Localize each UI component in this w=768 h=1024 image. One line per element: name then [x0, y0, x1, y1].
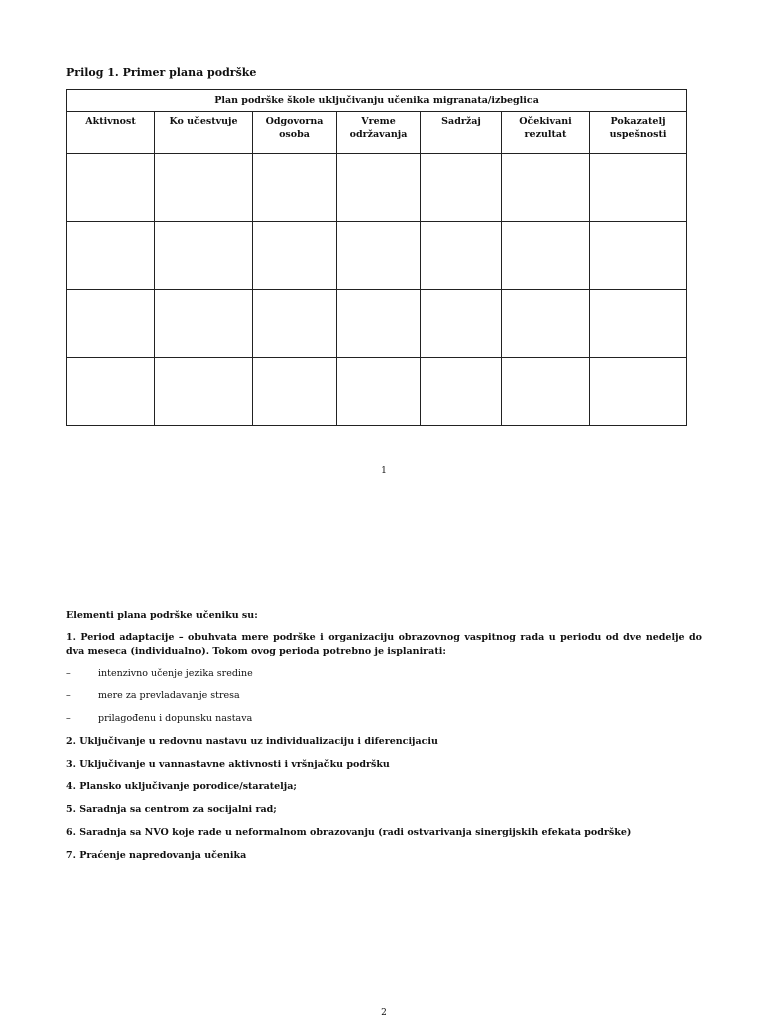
plan-element-item: 3. Uključivanje u vannastavne aktivnosti i vršnjačku podršku [66, 759, 390, 770]
column-header-activity: Aktivnost [67, 112, 155, 154]
table-cell [253, 290, 337, 358]
table-row [67, 222, 687, 290]
table-cell [155, 154, 253, 222]
plan-element-item: 2. Uključivanje u redovnu nastavu uz individualizaciju i diferencijaciu [66, 736, 438, 747]
table-cell [253, 222, 337, 290]
table-cell [421, 290, 502, 358]
column-header-expected-result: Očekivani rezultat [502, 112, 590, 154]
table-cell [337, 222, 421, 290]
plan-element-item: 7. Praćenje napredovanja učenika [66, 850, 247, 861]
table-cell [337, 358, 421, 426]
table-cell [67, 222, 155, 290]
annex-heading: Prilog 1. Primer plana podrške [66, 66, 257, 79]
table-row [67, 358, 687, 426]
page-number-1: 1 [381, 466, 387, 476]
table-cell [421, 358, 502, 426]
table-cell [253, 154, 337, 222]
column-header-participants: Ko učestvuje [155, 112, 253, 154]
table-cell [337, 154, 421, 222]
bullet-item: – intenzivno učenje jezika sredine [66, 668, 253, 679]
table-cell [253, 358, 337, 426]
table-cell [67, 154, 155, 222]
table-cell [337, 290, 421, 358]
table-cell [421, 154, 502, 222]
table-cell [155, 358, 253, 426]
table-cell [502, 290, 590, 358]
section-title: Elementi plana podrške učeniku su: [66, 610, 258, 621]
plan-element-item: 5. Saradnja sa centrom za socijalni rad; [66, 804, 277, 815]
table-cell [590, 358, 687, 426]
table-cell [502, 358, 590, 426]
bullet-item: – prilagođenu i dopunsku nastava [66, 713, 253, 724]
table-cell [67, 290, 155, 358]
table-row [67, 290, 687, 358]
column-header-success-indicator: Pokazatelj uspešnosti [590, 112, 687, 154]
bullet-item: – mere za prevladavanje stresa [66, 690, 240, 701]
table-cell [67, 358, 155, 426]
table-cell [502, 222, 590, 290]
table-row [67, 154, 687, 222]
table-cell [590, 222, 687, 290]
column-header-time: Vreme održavanja [337, 112, 421, 154]
plan-element-item: 4. Plansko uključivanje porodice/staratelja; [66, 781, 297, 792]
column-header-responsible-person: Odgovorna osoba [253, 112, 337, 154]
table-cell [155, 222, 253, 290]
column-header-content: Sadržaj [421, 112, 502, 154]
table-cell [590, 154, 687, 222]
table-cell [590, 290, 687, 358]
adaptation-period-paragraph: 1. Period adaptacije – obuhvata mere podrške i organizaciju obrazovnog vaspitnog rada u periodu od dve nedelje do dva meseca (individualno). Tokom ovog perioda potrebno je isplanirati: [66, 632, 702, 657]
page-number-2: 2 [381, 1008, 387, 1018]
table-title: Plan podrške škole uključivanju učenika migranata/izbeglica [67, 90, 687, 112]
table-cell [421, 222, 502, 290]
table-cell [502, 154, 590, 222]
support-plan-table [66, 89, 687, 426]
table-cell [155, 290, 253, 358]
plan-element-item: 6. Saradnja sa NVO koje rade u neformalnom obrazovanju (radi ostvarivanja sinergijskih efekata podrške) [66, 827, 632, 838]
